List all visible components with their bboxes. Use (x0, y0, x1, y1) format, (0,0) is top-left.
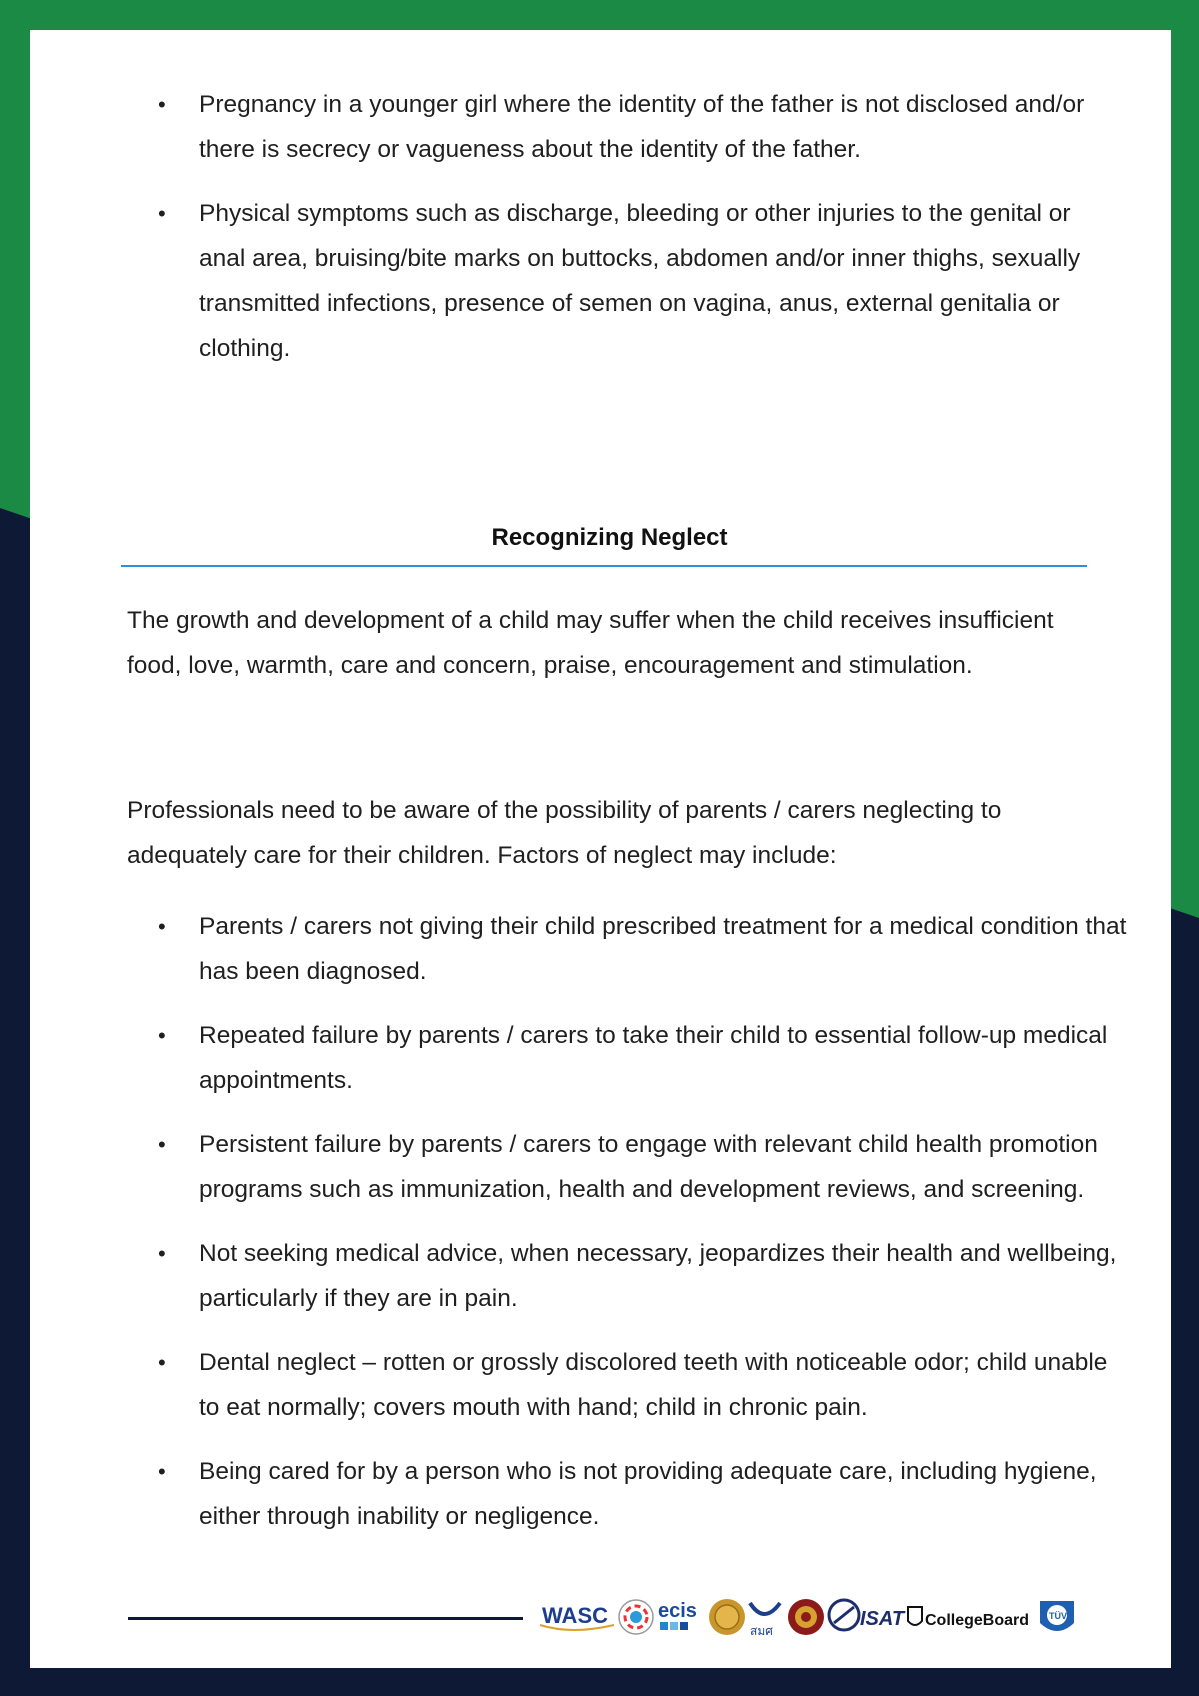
svg-text:TÜV: TÜV (1049, 1611, 1067, 1621)
svg-text:สมศ: สมศ (750, 1624, 773, 1638)
list-item: • Not seeking medical advice, when necessary, jeopardizes their health and wellbeing, particularly if they are in pain. (127, 1231, 1127, 1321)
top-bullet-list (127, 82, 1117, 371)
round-colorful-seal-icon (619, 1600, 653, 1634)
college-board-logo (908, 1607, 1029, 1629)
list-item: • Persistent failure by parents / carers to engage with relevant child health promotion programs such as immunization, health and development reviews, and screening. (127, 1122, 1127, 1212)
list-item: • Being cared for by a person who is not providing adequate care, including hygiene, either through inability or negligence. (127, 1449, 1127, 1539)
intro-paragraph: The growth and development of a child may suffer when the child receives insufficient food, love, warmth, care and concern, praise, encouragement and stimulation. (127, 607, 1054, 679)
tuv-badge-icon (1040, 1601, 1074, 1631)
svg-text:WASC: WASC (542, 1603, 608, 1628)
section-heading: Recognizing Neglect (491, 524, 728, 551)
gold-seal-icon (709, 1599, 745, 1635)
footer-divider (128, 1617, 523, 1620)
smk-logo (750, 1603, 780, 1638)
accreditation-logos (536, 1595, 1136, 1639)
list-item: • Pregnancy in a younger girl where the identity of the father is not disclosed and/or there is secrecy or vagueness about the identity of the father. (127, 82, 1117, 172)
list-item: • Parents / carers not giving their child prescribed treatment for a medical condition that has been diagnosed. (127, 904, 1127, 994)
awareness-paragraph: Professionals need to be aware of the possibility of parents / carers neglecting to adequately care for their children. Factors of neglect may include: (127, 797, 1002, 869)
isat-logo (829, 1600, 906, 1630)
page-content (127, 82, 1127, 1530)
red-crest-icon (788, 1599, 824, 1635)
wasc-logo (540, 1603, 614, 1630)
heading-divider (121, 565, 1087, 567)
list-item: • Physical symptoms such as discharge, bleeding or other injuries to the genital or anal area, bruising/bite marks on buttocks, abdomen and/or inner thighs, sexually transmitted infections, presence of semen on vagina, anus, external genitalia or clothing. (127, 191, 1117, 371)
list-item: • Repeated failure by parents / carers to take their child to essential follow-up medical appointments. (127, 1013, 1127, 1103)
document-page (30, 30, 1171, 1668)
ecis-logo (658, 1600, 697, 1630)
neglect-factor-list (127, 904, 1127, 1558)
list-item: • Dental neglect – rotten or grossly discolored teeth with noticeable odor; child unable to eat normally; covers mouth with hand; child in chronic pain. (127, 1340, 1127, 1430)
svg-text:CollegeBoard: CollegeBoard (925, 1612, 1030, 1629)
svg-text:ISAT: ISAT (860, 1608, 905, 1630)
svg-text:ecis: ecis (658, 1600, 697, 1622)
